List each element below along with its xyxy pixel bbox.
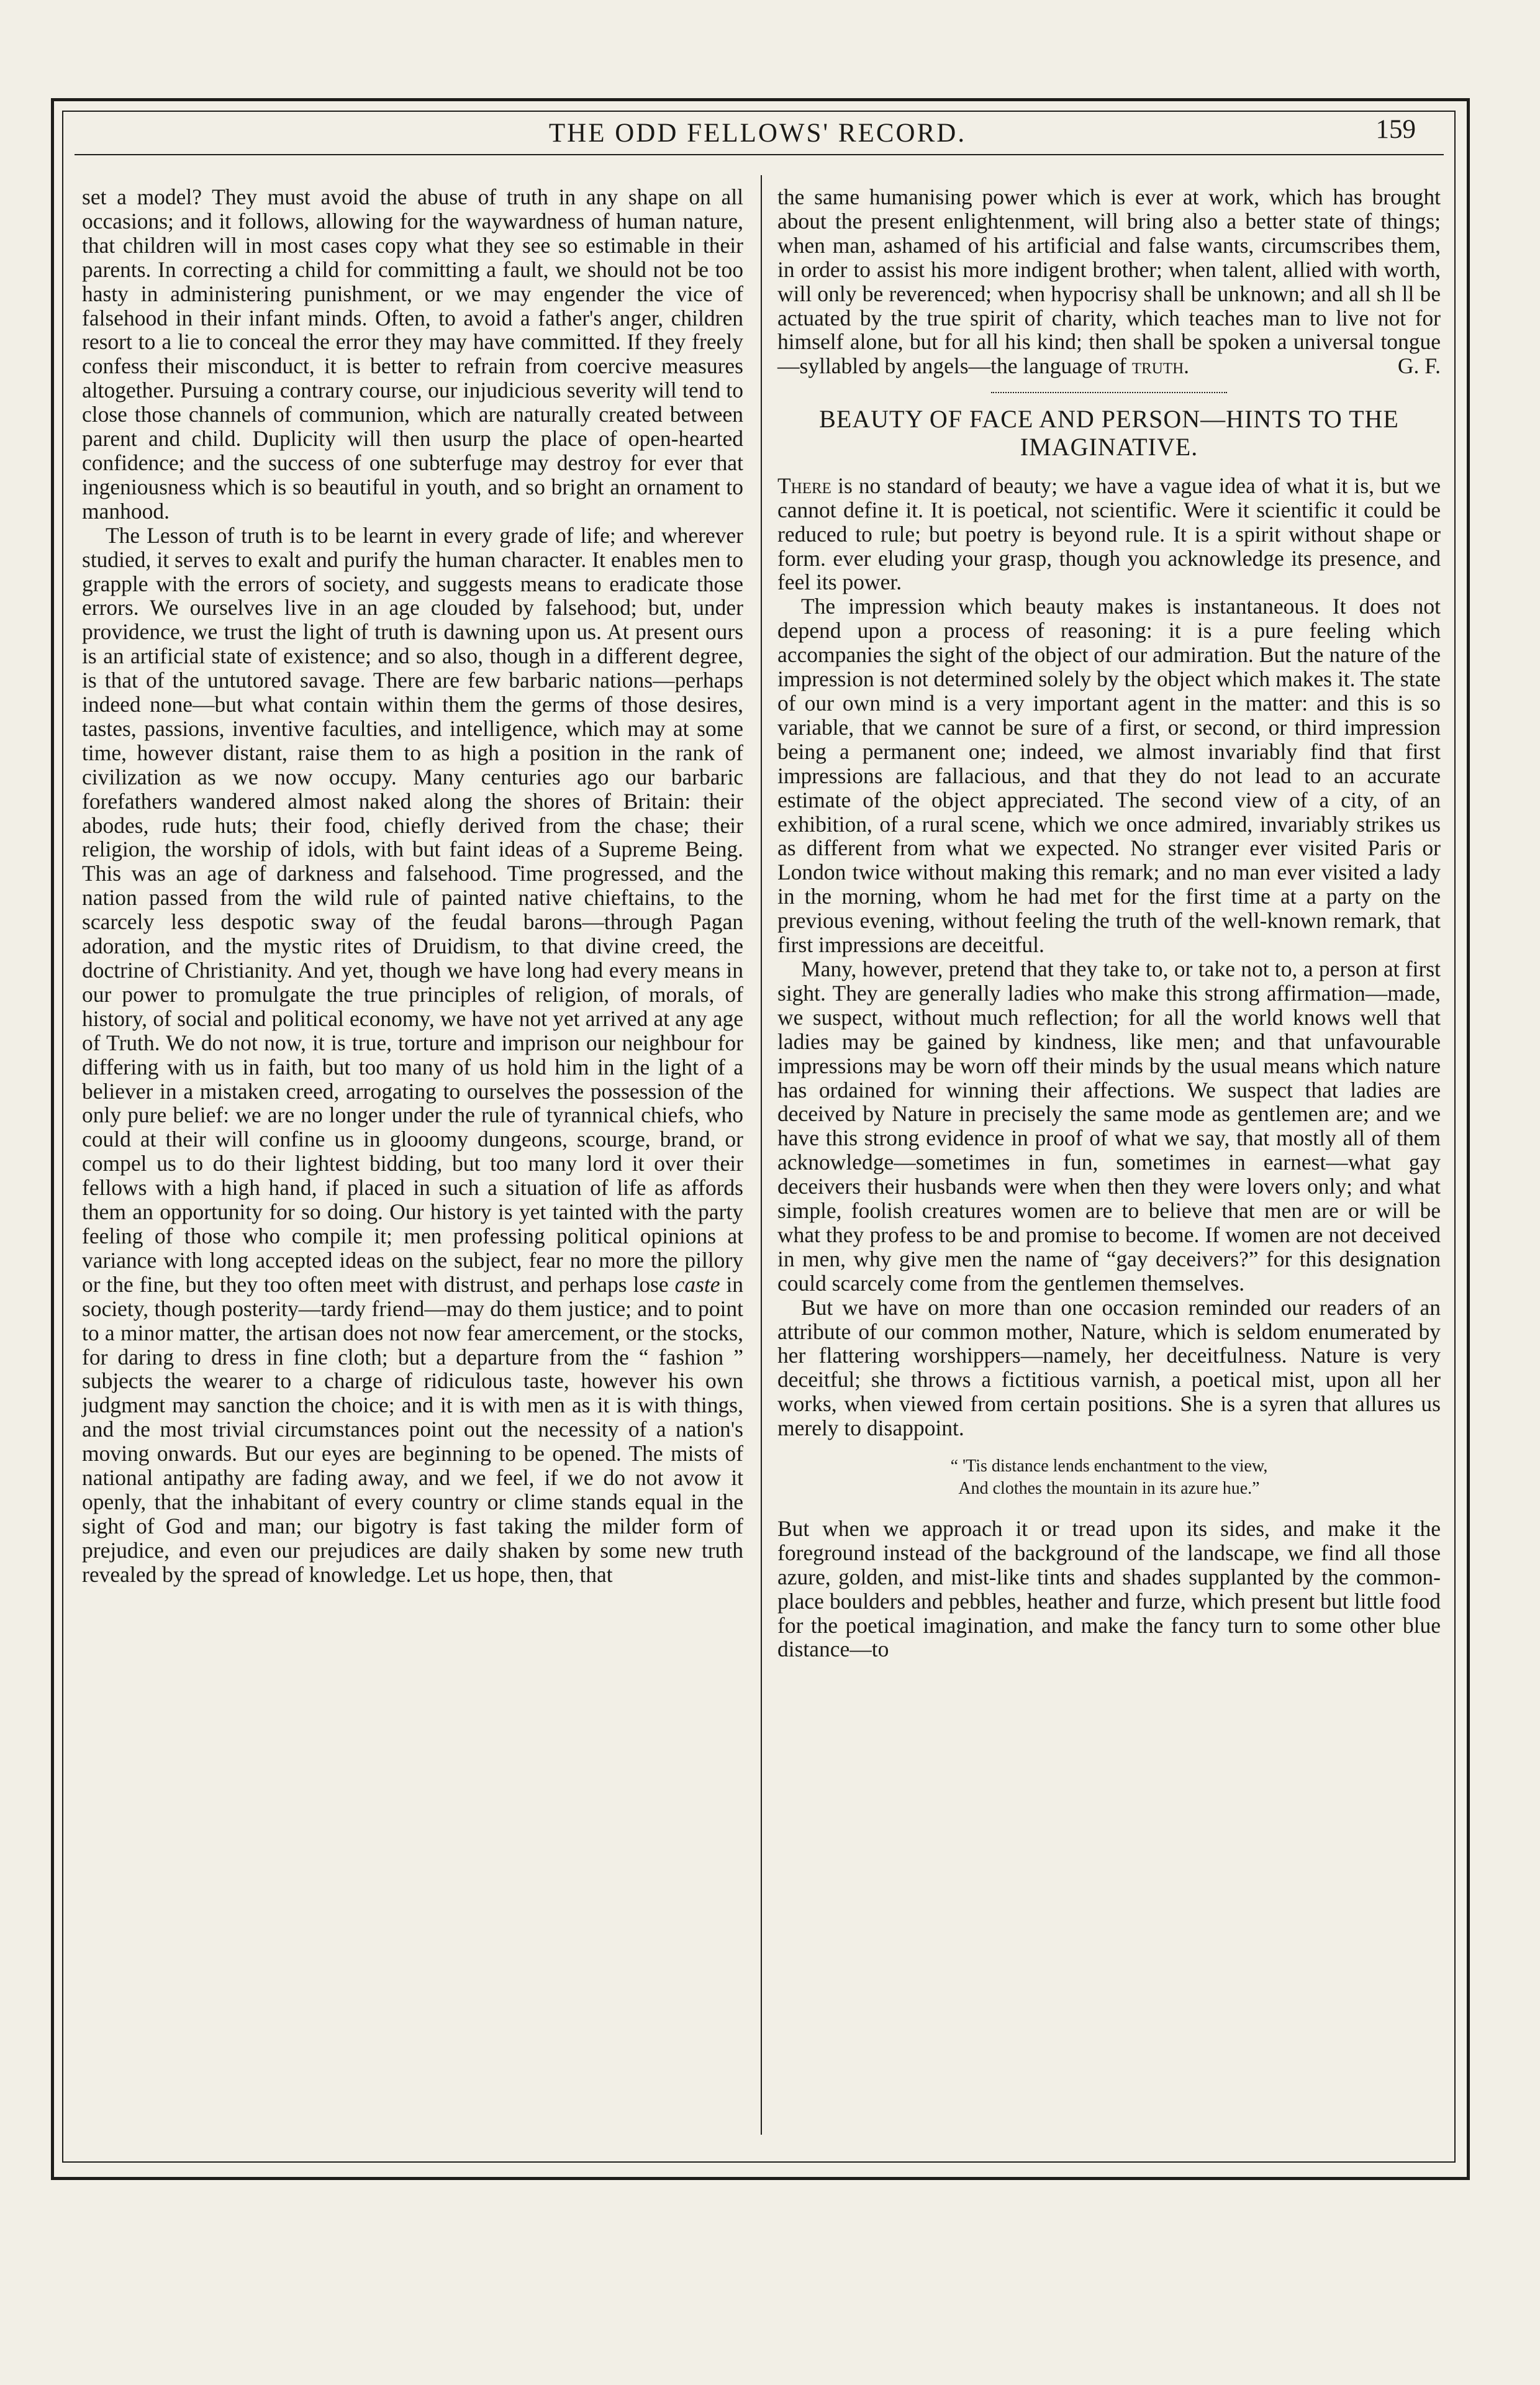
paragraph-text: The Lesson of truth is to be learnt in every grade of life; and wherever studied, it serves to exalt and purify the human character. It enables men to grapple with the errors of society, and suggests means to eradicate those errors. We ourselves live in an age clouded by falsehood; but, under providence, we trust the light of truth is dawning upon us. At present ours is an artificial state of existence; and so also, though in a different degree, is that of the untutored savage. There are few barbaric nations—perhaps indeed none—but what contain within them the germs of those desires, tastes, passions, inventive faculties, and intelligence, which may at some time, however distant, raise them to as high a position in the rank of civilization as we now occupy. Many centuries ago our barbaric forefathers wandered almost naked along the shores of Britain: their abodes, rude huts; their food, chiefly derived from the chase; their religion, the worship of idols, with but faint ideas of a Supreme Being. This was an age of darkness and falsehood. Time progressed, and the nation passed from the wild rule of painted native chieftains, to the scarcely less despotic sway of the feudal barons—through Pagan adoration, and the mystic rites of Druidism, to that divine creed, the doctrine of Christianity. And yet, though we have long had every means in our power to promulgate the true principles of religion, of morals, of history, of social and political economy, we have not yet arrived at any age of Truth. We do not now, it is true, torture and imprison our neighbour for differing with us in faith, but too many of us hold him in the light of a believer in a mistaken creed, arrogating to ourselves the possession of the only pure belief: we are no longer under the rule of tyrannical chiefs, who could at their will confine us in glooomy dungeons, scourge, brand, or compel us to do their lightest bidding, but too many lord it over their fellows with a high hand, if placed in such a situation of life as affords them an opportunity for so doing. Our history is yet tainted with the party feeling of those who compile it; men professing political opinions at variance with long accepted ideas on the subject, fear no more the pillory or the fine, but they too often meet with distrust, and perhaps lose bbox=[82, 522, 743, 1297]
running-title: THE ODD FELLOWS' RECORD. bbox=[548, 119, 967, 148]
verse-quotation bbox=[777, 1455, 1441, 1501]
italic-word: caste bbox=[674, 1271, 720, 1297]
quote-line: “ 'Tis distance lends enchantment to the view, bbox=[950, 1456, 1268, 1476]
paragraph: But we have on more than one occasion reminded our readers of an attribute of our common mother, Nature, which is seldom enumerated by her flattering worshippers—namely, her deceitfulness. Nature is very deceitful; she throws a fictitious varnish, a poetical mist, upon all her works, when viewed from certain positions. She is a syren that allures us merely to disappoint. bbox=[777, 1294, 1441, 1441]
page-number: 159 bbox=[1375, 115, 1416, 144]
article-title: BEAUTY OF FACE AND PERSON—HINTS TO THE IMAGINATIVE. bbox=[819, 405, 1399, 461]
right-column bbox=[777, 185, 1441, 1661]
header-rule bbox=[75, 154, 1444, 155]
paragraph bbox=[777, 474, 1441, 595]
left-column bbox=[82, 185, 743, 1587]
paragraph: But when we approach it or tread upon its sides, and make it the foreground instead of the background of the landscape, we find all those azure, golden, and mist-like tints and shades supplanted by the common-place boulders and pebbles, heather and furze, which present but little food for the poetical imagination, and make the fancy turn to some other blue distance—to bbox=[777, 1515, 1441, 1662]
paragraph bbox=[777, 185, 1441, 378]
lead-word: There bbox=[777, 473, 831, 498]
quote-line: And clothes the mountain in its azure hue.” bbox=[958, 1479, 1260, 1499]
article-separator bbox=[991, 392, 1227, 393]
paragraph: Many, however, pretend that they take to, or take not to, a person at first sight. They are generally ladies who make this strong affirmation—made, we suspect, without much reflection; for all the world knows well that ladies may be gained by kindness, like men; and that unfavourable impressions may be worn off their minds by the usual means which nature has ordained for winning their affections. We suspect that ladies are deceived by Nature in precisely the same mode as gentlemen are; and we have this strong evidence in proof of what we say, that mostly all of them acknowledge—sometimes in fun, sometimes in earnest—what gay deceivers their husbands were when then they were lovers only; and what simple, foolish creatures women are to believe that men are or will be what they profess to be and promise to become. If women are not deceived in men, why give men the name of “gay deceivers?” for this designation could scarcely come from the gentlemen themselves. bbox=[777, 956, 1441, 1296]
paragraph bbox=[82, 524, 743, 1587]
column-divider bbox=[761, 175, 762, 2135]
paragraph: The impression which beauty makes is instantaneous. It does not depend upon a process of reasoning: it is a pure feeling which accompanies the sight of the object of our admiration. But the nature of the impression is not determined solely by the object which makes it. The state of our own mind is a very important agent in the matter: and this is so variable, that we cannot be sure of a first, or second, or third impression being a permanent one; indeed, we almost invariably find that first impressions are fallacious, and that they do not lead to an accurate estimate of the object appreciated. The second view of a city, of an exhibition, of a rural scene, which we once admired, invariably strikes us as different from what we expected. No stranger ever visited Paris or London twice without making this remark; and no man ever visited a lady in the morning, whom he had met for the first time at a party on the previous evening, without feeling the truth of the well-known remark, that first impressions are deceitful. bbox=[777, 594, 1441, 958]
paragraph-text: is no standard of beauty; we have a vague idea of what it is, but we cannot define it. It is poetical, not scientific. Were it scientific it could be reduced to rule; but poetry is beyond rule. It is a spirit without shape or form. ever eluding your grasp, though you acknowledge its presence, and feel its power. bbox=[777, 473, 1441, 595]
small-caps-word: truth. bbox=[1131, 353, 1190, 379]
paragraph-text: the same humanising power which is ever at work, which has brought about the present enlightenment, will bring also a better state of things; when man, ashamed of his artificial and false wants, circumscribes them, in order to assist his more indigent brother; when talent, allied with worth, will only be reverenced; when hypocrisy shall be unknown; and all sh ll be actuated by the true spirit of charity, which teaches man to live not for himself alone, but for all his kind; then shall be spoken a universal tongue—syllabled by angels—the language of bbox=[777, 184, 1441, 379]
paragraph: set a model? They must avoid the abuse of truth in any shape on all occasions; and it follows, allowing for the waywardness of human nature, that children will in most cases copy what they see so estimable in their parents. In correcting a child for committing a fault, we should not be too hasty in administering punishment, or we may engender the vice of falsehood in their infant minds. Often, to avoid a father's anger, children resort to a lie to conceal the error they may have committed. If they freely confess their misconduct, it is better to refrain from coercive measures altogether. Pursuing a contrary course, our injudicious severity will tend to close those channels of communion, which are naturally created between parent and child. Duplicity will then usurp the place of open-hearted confidence; and the success of one subterfuge may destroy for ever that ingeniousness which is so beautiful in youth, and so bright an ornament to manhood. bbox=[82, 184, 743, 524]
paragraph-text: in society, though posterity—tardy friend—may do them justice; and to point to a minor matter, the artisan does not now fear amercement, or the stocks, for daring to dress in fine cloth; but a departure from the “ fashion ” subjects the wearer to a charge of ridiculous taste, however his own judgment may sanction the choice; and it is with men as it is with things, and the most trivial circumstances point out the necessity of a nation's moving onwards. But our eyes are beginning to be opened. The mists of national antipathy are fading away, and we feel, if we do not avow it openly, that the inhabitant of every country or clime stands equal in the sight of God and man; our bigotry is fast taking the milder form of prejudice, and even our prejudices are daily shaken by some new truth revealed by the spread of knowledge. Let us hope, then, that bbox=[82, 1271, 744, 1587]
page-header bbox=[75, 111, 1441, 154]
author-signature: G. F. bbox=[1397, 353, 1441, 379]
